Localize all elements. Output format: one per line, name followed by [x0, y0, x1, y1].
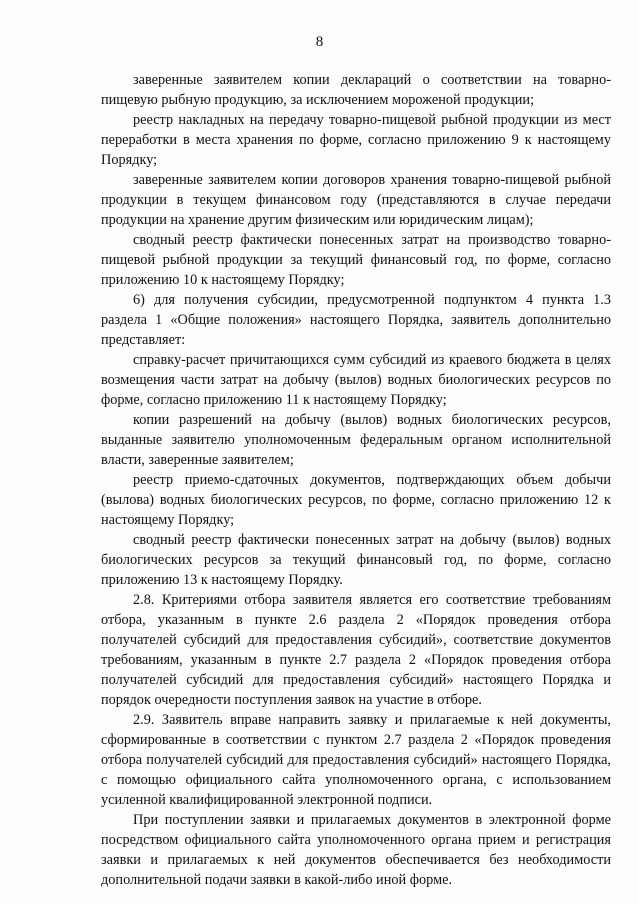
paragraph: справку-расчет причитающихся сумм субсидий из краевого бюджета в целях возмещения части затрат на добычу (вылов) водных биологических ресурсов по форме, согласно приложению 11 к настоящему Порядку; — [101, 352, 611, 408]
paragraph: 2.9. Заявитель вправе направить заявку и прилагаемые к ней документы, сформированные в соответствии с пунктом 2.7 раздела 2 «Порядок проведения отбора получателей субсидий для предоставления субсидий» настоящего Порядка, с помощью официального сайта уполномоченного органа, с использованием усиленной квалифицированной электронной подписи. — [101, 712, 611, 808]
document-body — [101, 70, 611, 890]
paragraph: При поступлении заявки и прилагаемых документов в электронной форме посредством официального сайта уполномоченного органа прием и регистрация заявки и прилагаемых к ней документов обеспечивается без необходимости дополнительной подачи заявки в какой-либо иной форме. — [101, 812, 611, 888]
paragraph: 2.8. Критериями отбора заявителя является его соответствие требованиям отбора, указанным в пункте 2.6 раздела 2 «Порядок проведения отбора получателей субсидий для предоставления субсидий», соответствие документов требованиям, указанным в пункте 2.7 раздела 2 «Порядок проведения отбора получателей субсидий для предоставления субсидий» настоящего Порядка и порядок очередности поступления заявок на участие в отборе. — [101, 592, 611, 708]
paragraph: заверенные заявителем копии договоров хранения товарно-пищевой рыбной продукции в текущем финансовом году (представляются в случае передачи продукции на хранение другим физическим или юридическим лицам); — [101, 172, 611, 228]
paragraph: сводный реестр фактически понесенных затрат на добычу (вылов) водных биологических ресурсов за текущий финансовый год, по форме, согласно приложению 13 к настоящему Порядку. — [101, 532, 611, 588]
paragraph: 6) для получения субсидии, предусмотренной подпунктом 4 пункта 1.3 раздела 1 «Общие положения» настоящего Порядка, заявитель дополнительно представляет: — [101, 292, 611, 348]
paragraph: реестр накладных на передачу товарно-пищевой рыбной продукции из мест переработки в места хранения по форме, согласно приложению 9 к настоящему Порядку; — [101, 112, 611, 168]
paragraph: сводный реестр фактически понесенных затрат на производство товарно-пищевой рыбной продукции за текущий финансовый год, по форме, согласно приложению 10 к настоящему Порядку; — [101, 232, 611, 288]
paragraph: заверенные заявителем копии деклараций о соответствии на товарно-пищевую рыбную продукцию, за исключением мороженой продукции; — [101, 72, 611, 108]
paragraph: реестр приемо-сдаточных документов, подтверждающих объем добычи (вылова) водных биологических ресурсов, по форме, согласно приложению 12 к настоящему Порядку; — [101, 472, 611, 528]
paragraph: копии разрешений на добычу (вылов) водных биологических ресурсов, выданные заявителю уполномоченным федеральным органом исполнительной власти, заверенные заявителем; — [101, 412, 611, 468]
page-number: 8 — [315, 34, 324, 50]
